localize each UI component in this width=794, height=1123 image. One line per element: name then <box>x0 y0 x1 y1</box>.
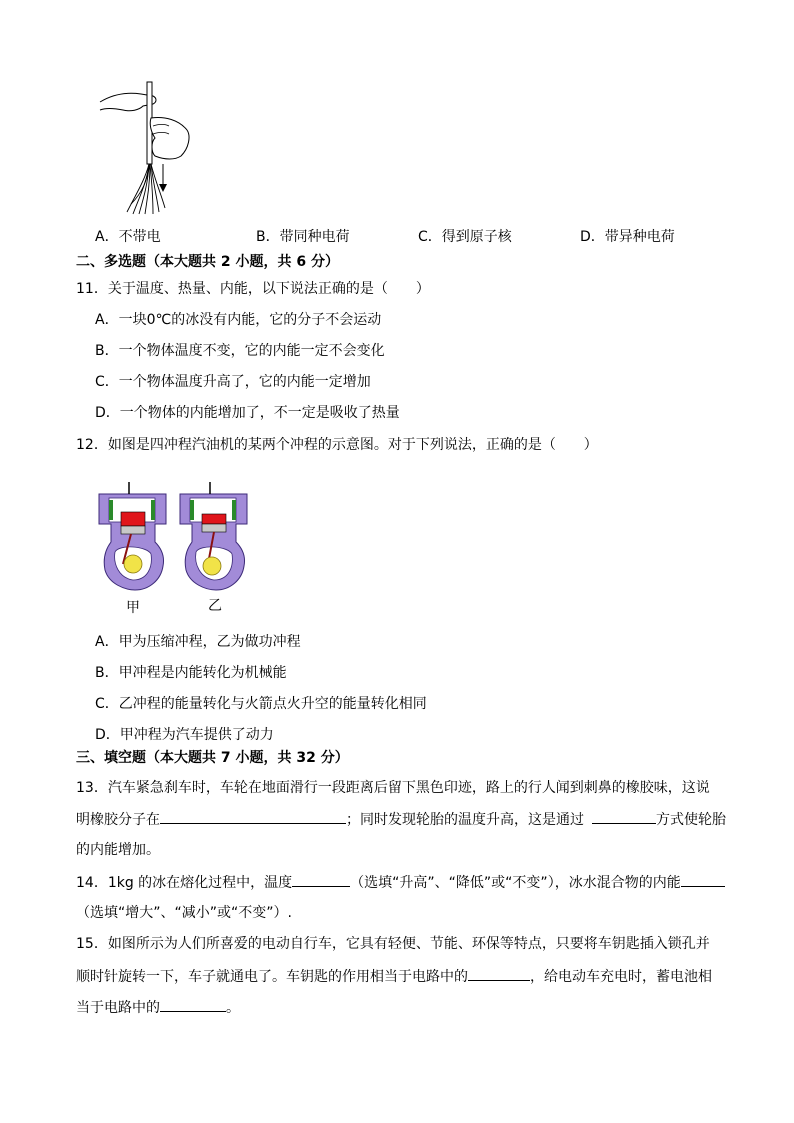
q15-text-a: 顺时针旋转一下，车子就通电了。车钥匙的作用相当于电路中的 <box>76 969 468 985</box>
q14-line2: （选填“增大”、“减小”或“不变”）. <box>76 905 292 921</box>
engine-stroke-figure-a <box>95 480 170 592</box>
q15-blank-2[interactable] <box>160 997 226 1012</box>
q12-option-d: D．甲冲程为汽车提供了动力 <box>95 727 274 743</box>
q13-line3: 的内能增加。 <box>76 842 160 858</box>
q12-stem: 12．如图是四冲程汽油机的某两个冲程的示意图。对于下列说法，正确的是（ ） <box>76 437 598 453</box>
q13-text-a: 明橡胶分子在 <box>76 812 160 828</box>
engine-label-b: 乙 <box>208 598 222 614</box>
q14-text-b: （选填“升高”、“降低”或“不变”），冰水混合物的内能 <box>350 875 681 891</box>
engine-label-a: 甲 <box>126 600 140 616</box>
q13-blank-1[interactable] <box>160 809 346 824</box>
q15-line3 <box>76 997 240 1018</box>
q14-line1 <box>76 872 725 893</box>
q13-text-c: 方式使轮胎 <box>656 812 726 828</box>
charged-strips-figure <box>95 80 205 215</box>
q15-line1: 15．如图所示为人们所喜爱的电动自行车，它具有轻便、节能、环保等特点，只要将车钥匙插入锁孔并 <box>76 936 710 952</box>
q15-line2 <box>76 966 712 987</box>
q12-option-b: B．甲冲程是内能转化为机械能 <box>95 665 287 681</box>
q13-line2 <box>76 809 726 830</box>
section-multiple-choice-title: 二、多选题（本大题共 2 小题，共 6 分） <box>76 254 339 270</box>
q15-text-c: 当于电路中的 <box>76 1000 160 1016</box>
q15-text-b: ，给电动车充电时，蓄电池相 <box>530 969 712 985</box>
q12-option-a: A．甲为压缩冲程，乙为做功冲程 <box>95 634 301 650</box>
q10-option-a: A．不带电 <box>95 229 161 245</box>
q14-blank-2[interactable] <box>681 872 725 887</box>
q13-text-b: ；同时发现轮胎的温度升高，这是通过 <box>346 812 584 828</box>
q14-blank-1[interactable] <box>292 872 350 887</box>
q15-text-d: 。 <box>226 1000 240 1016</box>
q10-option-d: D．带异种电荷 <box>580 229 675 245</box>
q13-blank-2[interactable] <box>592 809 656 824</box>
q13-line1: 13．汽车紧急刹车时，车轮在地面滑行一段距离后留下黑色印迹，路上的行人闻到刺鼻的橡胶味，这说 <box>76 780 710 796</box>
q11-option-a: A．一块0℃的冰没有内能，它的分子不会运动 <box>95 312 382 328</box>
section-fill-blank-title: 三、填空题（本大题共 7 小题，共 32 分） <box>76 750 349 766</box>
q15-blank-1[interactable] <box>468 966 530 981</box>
q11-option-b: B．一个物体温度不变，它的内能一定不会变化 <box>95 343 385 359</box>
q11-option-d: D．一个物体的内能增加了，不一定是吸收了热量 <box>95 405 400 421</box>
q11-option-c: C．一个物体温度升高了，它的内能一定增加 <box>95 374 371 390</box>
engine-stroke-figure-b <box>176 480 251 592</box>
q12-option-c: C．乙冲程的能量转化与火箭点火升空的能量转化相同 <box>95 696 427 712</box>
q10-option-b: B．带同种电荷 <box>256 229 350 245</box>
q11-stem: 11．关于温度、热量、内能，以下说法正确的是（ ） <box>76 281 430 297</box>
q10-option-c: C．得到原子核 <box>418 229 512 245</box>
q14-text-a: 14．1kg 的冰在熔化过程中，温度 <box>76 875 293 891</box>
